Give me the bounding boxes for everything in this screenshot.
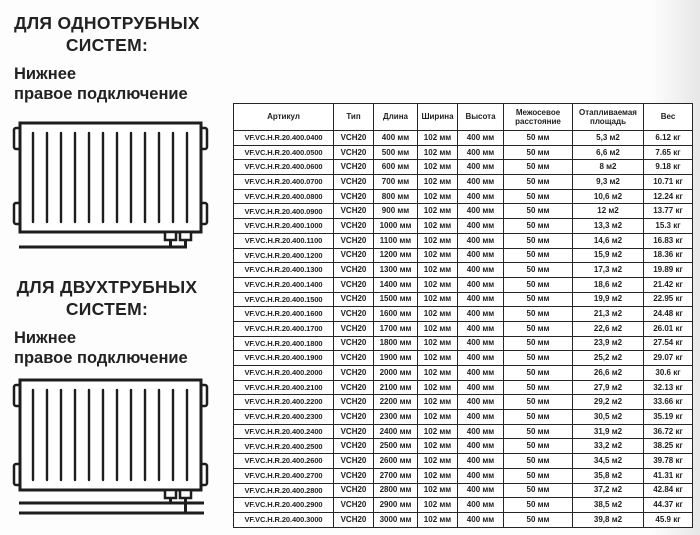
table-row bbox=[234, 233, 693, 248]
table-cell: VF.VC.H.R.20.400.1400 bbox=[234, 277, 334, 292]
table-row bbox=[234, 248, 693, 263]
table-row bbox=[234, 131, 693, 146]
table-cell: 13,3 м2 bbox=[573, 219, 644, 234]
table-cell: 102 мм bbox=[418, 512, 458, 527]
table-cell: 36.72 кг bbox=[644, 424, 693, 439]
table-cell: 102 мм bbox=[418, 410, 458, 425]
table-cell: 50 мм bbox=[504, 175, 573, 190]
table-cell: VF.VC.H.R.20.400.1100 bbox=[234, 233, 334, 248]
table-cell: 400 мм bbox=[458, 424, 504, 439]
table-cell: VCH20 bbox=[334, 160, 374, 175]
table-cell: 400 мм bbox=[458, 263, 504, 278]
table-cell: VF.VC.H.R.20.400.1200 bbox=[234, 248, 334, 263]
spec-table-head bbox=[234, 104, 693, 131]
table-cell: 2500 мм bbox=[374, 439, 418, 454]
table-cell: 102 мм bbox=[418, 277, 458, 292]
table-cell: VCH20 bbox=[334, 175, 374, 190]
table-cell: VCH20 bbox=[334, 395, 374, 410]
table-row bbox=[234, 219, 693, 234]
table-cell: 50 мм bbox=[504, 483, 573, 498]
table-cell: VF.VC.H.R.20.400.1700 bbox=[234, 321, 334, 336]
table-cell: 50 мм bbox=[504, 498, 573, 513]
table-cell: 50 мм bbox=[504, 439, 573, 454]
table-cell: VF.VC.H.R.20.400.1000 bbox=[234, 219, 334, 234]
table-cell: VF.VC.H.R.20.400.2200 bbox=[234, 395, 334, 410]
table-cell: 15.3 кг bbox=[644, 219, 693, 234]
table-cell: 8 м2 bbox=[573, 160, 644, 175]
table-cell: VF.VC.H.R.20.400.0400 bbox=[234, 131, 334, 146]
table-cell: 15,9 м2 bbox=[573, 248, 644, 263]
table-row bbox=[234, 277, 693, 292]
table-cell: 22,6 м2 bbox=[573, 321, 644, 336]
table-cell: 102 мм bbox=[418, 424, 458, 439]
table-cell: 102 мм bbox=[418, 454, 458, 469]
table-cell: 27,9 м2 bbox=[573, 380, 644, 395]
table-cell: VCH20 bbox=[334, 468, 374, 483]
table-cell: 102 мм bbox=[418, 366, 458, 381]
table-cell: 102 мм bbox=[418, 145, 458, 160]
table-cell: 102 мм bbox=[418, 189, 458, 204]
table-cell: 42.84 кг bbox=[644, 483, 693, 498]
table-cell: VF.VC.H.R.20.400.0900 bbox=[234, 204, 334, 219]
table-cell: 2600 мм bbox=[374, 454, 418, 469]
table-cell: 50 мм bbox=[504, 233, 573, 248]
table-cell: 41.31 кг bbox=[644, 468, 693, 483]
table-row bbox=[234, 204, 693, 219]
table-cell: 24.48 кг bbox=[644, 307, 693, 322]
table-cell: 900 мм bbox=[374, 204, 418, 219]
table-cell: 1200 мм bbox=[374, 248, 418, 263]
table-cell: 26.01 кг bbox=[644, 321, 693, 336]
table-row bbox=[234, 160, 693, 175]
title-line: СИСТЕМ: bbox=[65, 299, 149, 319]
table-row bbox=[234, 189, 693, 204]
table-cell: 102 мм bbox=[418, 483, 458, 498]
table-cell: VCH20 bbox=[334, 321, 374, 336]
table-cell: 50 мм bbox=[504, 336, 573, 351]
table-row bbox=[234, 307, 693, 322]
table-cell: 38,5 м2 bbox=[573, 498, 644, 513]
table-cell: 17,3 м2 bbox=[573, 263, 644, 278]
table-cell: 102 мм bbox=[418, 468, 458, 483]
table-cell: 102 мм bbox=[418, 160, 458, 175]
single-pipe-connection-subtitle bbox=[14, 64, 226, 104]
table-row bbox=[234, 145, 693, 160]
table-cell: 27.54 кг bbox=[644, 336, 693, 351]
radiator-single-pipe-diagram bbox=[8, 116, 214, 256]
table-cell: VF.VC.H.R.20.400.2000 bbox=[234, 366, 334, 381]
table-cell: 10.71 кг bbox=[644, 175, 693, 190]
table-row bbox=[234, 454, 693, 469]
spec-table bbox=[233, 103, 693, 528]
table-cell: VF.VC.H.R.20.400.1900 bbox=[234, 351, 334, 366]
table-cell: 26,6 м2 bbox=[573, 366, 644, 381]
subtitle-line: правое подключение bbox=[14, 349, 188, 367]
table-cell: 9.18 кг bbox=[644, 160, 693, 175]
subtitle-line: Нижнее bbox=[14, 329, 77, 347]
table-cell: 14,6 м2 bbox=[573, 233, 644, 248]
table-cell: 400 мм bbox=[458, 175, 504, 190]
table-cell: 102 мм bbox=[418, 439, 458, 454]
table-cell: 2300 мм bbox=[374, 410, 418, 425]
table-cell: VCH20 bbox=[334, 512, 374, 527]
table-cell: 1100 мм bbox=[374, 233, 418, 248]
table-cell: 102 мм bbox=[418, 131, 458, 146]
table-cell: 400 мм bbox=[458, 233, 504, 248]
table-row bbox=[234, 380, 693, 395]
table-cell: VF.VC.H.R.20.400.2900 bbox=[234, 498, 334, 513]
table-cell: 29.07 кг bbox=[644, 351, 693, 366]
table-cell: 50 мм bbox=[504, 292, 573, 307]
table-cell: 1600 мм bbox=[374, 307, 418, 322]
table-cell: VCH20 bbox=[334, 219, 374, 234]
table-cell: 19,9 м2 bbox=[573, 292, 644, 307]
table-cell: 25,2 м2 bbox=[573, 351, 644, 366]
two-pipe-section-title bbox=[6, 276, 208, 320]
table-cell: 13.77 кг bbox=[644, 204, 693, 219]
column-header: Ширина bbox=[418, 104, 458, 131]
table-cell: VF.VC.H.R.20.400.0700 bbox=[234, 175, 334, 190]
table-cell: 400 мм bbox=[458, 248, 504, 263]
table-cell: 2700 мм bbox=[374, 468, 418, 483]
table-cell: VF.VC.H.R.20.400.0500 bbox=[234, 145, 334, 160]
table-cell: 10,6 м2 bbox=[573, 189, 644, 204]
table-cell: VCH20 bbox=[334, 454, 374, 469]
table-cell: 102 мм bbox=[418, 175, 458, 190]
table-cell: 102 мм bbox=[418, 336, 458, 351]
table-cell: 23,9 м2 bbox=[573, 336, 644, 351]
table-row bbox=[234, 410, 693, 425]
table-cell: 50 мм bbox=[504, 219, 573, 234]
table-cell: 400 мм bbox=[458, 292, 504, 307]
column-header: Артикул bbox=[234, 104, 334, 131]
table-row bbox=[234, 439, 693, 454]
table-cell: 32.13 кг bbox=[644, 380, 693, 395]
table-cell: VCH20 bbox=[334, 336, 374, 351]
table-cell: 16.83 кг bbox=[644, 233, 693, 248]
table-cell: 38.25 кг bbox=[644, 439, 693, 454]
table-cell: 19.89 кг bbox=[644, 263, 693, 278]
table-cell: VCH20 bbox=[334, 366, 374, 381]
table-cell: 21.42 кг bbox=[644, 277, 693, 292]
table-cell: VCH20 bbox=[334, 498, 374, 513]
table-cell: 50 мм bbox=[504, 380, 573, 395]
table-cell: 1300 мм bbox=[374, 263, 418, 278]
table-cell: VCH20 bbox=[334, 277, 374, 292]
table-cell: 400 мм bbox=[458, 512, 504, 527]
table-cell: 1800 мм bbox=[374, 336, 418, 351]
table-cell: 6,6 м2 bbox=[573, 145, 644, 160]
table-cell: 102 мм bbox=[418, 498, 458, 513]
table-cell: VCH20 bbox=[334, 145, 374, 160]
table-cell: VF.VC.H.R.20.400.2600 bbox=[234, 454, 334, 469]
two-pipe-connection-subtitle bbox=[14, 328, 226, 368]
table-cell: 1900 мм bbox=[374, 351, 418, 366]
table-cell: 50 мм bbox=[504, 131, 573, 146]
table-cell: 400 мм bbox=[458, 483, 504, 498]
table-cell: 102 мм bbox=[418, 233, 458, 248]
table-cell: VF.VC.H.R.20.400.1600 bbox=[234, 307, 334, 322]
table-cell: VF.VC.H.R.20.400.1300 bbox=[234, 263, 334, 278]
table-cell: 400 мм bbox=[458, 307, 504, 322]
table-cell: VF.VC.H.R.20.400.3000 bbox=[234, 512, 334, 527]
table-cell: VF.VC.H.R.20.400.1800 bbox=[234, 336, 334, 351]
table-row bbox=[234, 263, 693, 278]
table-cell: 102 мм bbox=[418, 351, 458, 366]
table-cell: 50 мм bbox=[504, 351, 573, 366]
table-cell: 400 мм bbox=[458, 395, 504, 410]
table-cell: 102 мм bbox=[418, 307, 458, 322]
table-cell: 2900 мм bbox=[374, 498, 418, 513]
table-cell: VCH20 bbox=[334, 248, 374, 263]
table-cell: VF.VC.H.R.20.400.1500 bbox=[234, 292, 334, 307]
single-pipe-section-title bbox=[6, 12, 208, 56]
table-cell: 102 мм bbox=[418, 395, 458, 410]
table-cell: 21,3 м2 bbox=[573, 307, 644, 322]
table-cell: 6.12 кг bbox=[644, 131, 693, 146]
table-cell: 12 м2 bbox=[573, 204, 644, 219]
table-cell: 5,3 м2 bbox=[573, 131, 644, 146]
table-row bbox=[234, 321, 693, 336]
table-cell: 31,9 м2 bbox=[573, 424, 644, 439]
table-cell: 2400 мм bbox=[374, 424, 418, 439]
table-cell: 50 мм bbox=[504, 277, 573, 292]
table-cell: 102 мм bbox=[418, 219, 458, 234]
table-cell: VCH20 bbox=[334, 483, 374, 498]
table-cell: 12.24 кг bbox=[644, 189, 693, 204]
table-row bbox=[234, 424, 693, 439]
table-cell: VF.VC.H.R.20.400.2800 bbox=[234, 483, 334, 498]
table-row bbox=[234, 336, 693, 351]
table-cell: 400 мм bbox=[458, 410, 504, 425]
column-header: Тип bbox=[334, 104, 374, 131]
table-cell: 400 мм bbox=[458, 189, 504, 204]
table-cell: VCH20 bbox=[334, 439, 374, 454]
table-cell: 50 мм bbox=[504, 512, 573, 527]
table-cell: 50 мм bbox=[504, 321, 573, 336]
table-cell: 400 мм bbox=[458, 160, 504, 175]
table-cell: 400 мм bbox=[458, 454, 504, 469]
table-row bbox=[234, 366, 693, 381]
table-cell: 400 мм bbox=[458, 321, 504, 336]
table-cell: VCH20 bbox=[334, 424, 374, 439]
table-cell: VF.VC.H.R.20.400.0800 bbox=[234, 189, 334, 204]
table-cell: 39,8 м2 bbox=[573, 512, 644, 527]
table-cell: 50 мм bbox=[504, 468, 573, 483]
title-line: ДЛЯ ОДНОТРУБНЫХ bbox=[14, 13, 200, 33]
table-cell: 400 мм bbox=[458, 277, 504, 292]
table-cell: VCH20 bbox=[334, 189, 374, 204]
table-cell: 500 мм bbox=[374, 145, 418, 160]
table-cell: VCH20 bbox=[334, 351, 374, 366]
column-header: Высота bbox=[458, 104, 504, 131]
table-cell: 400 мм bbox=[458, 439, 504, 454]
table-cell: VCH20 bbox=[334, 263, 374, 278]
column-header: Межосевое расстояние bbox=[504, 104, 573, 131]
table-cell: 2800 мм bbox=[374, 483, 418, 498]
column-header: Отапливаемая площадь bbox=[573, 104, 644, 131]
table-cell: 9,3 м2 bbox=[573, 175, 644, 190]
table-row bbox=[234, 175, 693, 190]
table-cell: 30,5 м2 bbox=[573, 410, 644, 425]
table-cell: VCH20 bbox=[334, 410, 374, 425]
table-cell: 400 мм bbox=[458, 468, 504, 483]
table-cell: 50 мм bbox=[504, 263, 573, 278]
table-cell: 2100 мм bbox=[374, 380, 418, 395]
table-cell: 50 мм bbox=[504, 204, 573, 219]
table-cell: 50 мм bbox=[504, 366, 573, 381]
table-cell: 1400 мм bbox=[374, 277, 418, 292]
table-cell: 1000 мм bbox=[374, 219, 418, 234]
table-cell: 400 мм bbox=[458, 366, 504, 381]
title-line: СИСТЕМ: bbox=[65, 35, 149, 55]
table-cell: 35.19 кг bbox=[644, 410, 693, 425]
table-cell: 400 мм bbox=[458, 145, 504, 160]
table-cell: 400 мм bbox=[458, 131, 504, 146]
table-cell: 30.6 кг bbox=[644, 366, 693, 381]
table-cell: 1700 мм bbox=[374, 321, 418, 336]
table-cell: 18.36 кг bbox=[644, 248, 693, 263]
radiator-single-pipe-icon bbox=[8, 116, 214, 256]
table-cell: 37,2 м2 bbox=[573, 483, 644, 498]
table-cell: 400 мм bbox=[458, 351, 504, 366]
column-header: Вес bbox=[644, 104, 693, 131]
radiator-two-pipe-icon bbox=[8, 376, 218, 522]
table-cell: 50 мм bbox=[504, 454, 573, 469]
table-cell: 102 мм bbox=[418, 380, 458, 395]
table-cell: 35,8 м2 bbox=[573, 468, 644, 483]
table-cell: VF.VC.H.R.20.400.2400 bbox=[234, 424, 334, 439]
table-cell: 50 мм bbox=[504, 307, 573, 322]
table-cell: 102 мм bbox=[418, 248, 458, 263]
table-cell: 33,2 м2 bbox=[573, 439, 644, 454]
table-row bbox=[234, 498, 693, 513]
table-cell: 45.9 кг bbox=[644, 512, 693, 527]
subtitle-line: Нижнее bbox=[14, 65, 77, 83]
table-cell: 39.78 кг bbox=[644, 454, 693, 469]
table-row bbox=[234, 351, 693, 366]
table-cell: 22.95 кг bbox=[644, 292, 693, 307]
table-cell: 400 мм bbox=[458, 380, 504, 395]
table-cell: 700 мм bbox=[374, 175, 418, 190]
table-row bbox=[234, 468, 693, 483]
subtitle-line: правое подключение bbox=[14, 85, 188, 103]
column-header: Длина bbox=[374, 104, 418, 131]
table-cell: 2200 мм bbox=[374, 395, 418, 410]
table-cell: 400 мм bbox=[458, 204, 504, 219]
table-cell: 800 мм bbox=[374, 189, 418, 204]
table-cell: VF.VC.H.R.20.400.0600 bbox=[234, 160, 334, 175]
table-cell: 102 мм bbox=[418, 321, 458, 336]
table-cell: 50 мм bbox=[504, 424, 573, 439]
table-cell: 50 мм bbox=[504, 145, 573, 160]
title-line: ДЛЯ ДВУХТРУБНЫХ bbox=[16, 277, 198, 297]
table-row bbox=[234, 483, 693, 498]
table-cell: 33.66 кг bbox=[644, 395, 693, 410]
spec-table-body bbox=[234, 131, 693, 528]
table-cell: 400 мм bbox=[458, 219, 504, 234]
table-cell: VCH20 bbox=[334, 380, 374, 395]
table-cell: 18,6 м2 bbox=[573, 277, 644, 292]
table-cell: 3000 мм bbox=[374, 512, 418, 527]
table-cell: 44.37 кг bbox=[644, 498, 693, 513]
table-row bbox=[234, 292, 693, 307]
table-cell: VF.VC.H.R.20.400.2500 bbox=[234, 439, 334, 454]
table-cell: VCH20 bbox=[334, 233, 374, 248]
table-cell: 50 мм bbox=[504, 189, 573, 204]
table-row bbox=[234, 512, 693, 527]
table-cell: VCH20 bbox=[334, 204, 374, 219]
table-cell: 7.65 кг bbox=[644, 145, 693, 160]
table-cell: 102 мм bbox=[418, 263, 458, 278]
radiator-two-pipe-diagram bbox=[8, 376, 218, 522]
header-row bbox=[234, 104, 693, 131]
table-cell: 2000 мм bbox=[374, 366, 418, 381]
table-cell: 50 мм bbox=[504, 410, 573, 425]
table-row bbox=[234, 395, 693, 410]
table-cell: 400 мм bbox=[458, 498, 504, 513]
table-cell: 29,2 м2 bbox=[573, 395, 644, 410]
table-cell: VCH20 bbox=[334, 307, 374, 322]
table-cell: 102 мм bbox=[418, 204, 458, 219]
table-cell: 50 мм bbox=[504, 160, 573, 175]
table-cell: VCH20 bbox=[334, 292, 374, 307]
table-cell: 400 мм bbox=[458, 336, 504, 351]
table-cell: 102 мм bbox=[418, 292, 458, 307]
table-cell: 1500 мм bbox=[374, 292, 418, 307]
table-cell: 50 мм bbox=[504, 248, 573, 263]
table-cell: 400 мм bbox=[374, 131, 418, 146]
table-cell: VCH20 bbox=[334, 131, 374, 146]
table-cell: VF.VC.H.R.20.400.2700 bbox=[234, 468, 334, 483]
table-cell: 50 мм bbox=[504, 395, 573, 410]
table-cell: 600 мм bbox=[374, 160, 418, 175]
table-cell: VF.VC.H.R.20.400.2100 bbox=[234, 380, 334, 395]
table-cell: VF.VC.H.R.20.400.2300 bbox=[234, 410, 334, 425]
table-cell: 34,5 м2 bbox=[573, 454, 644, 469]
